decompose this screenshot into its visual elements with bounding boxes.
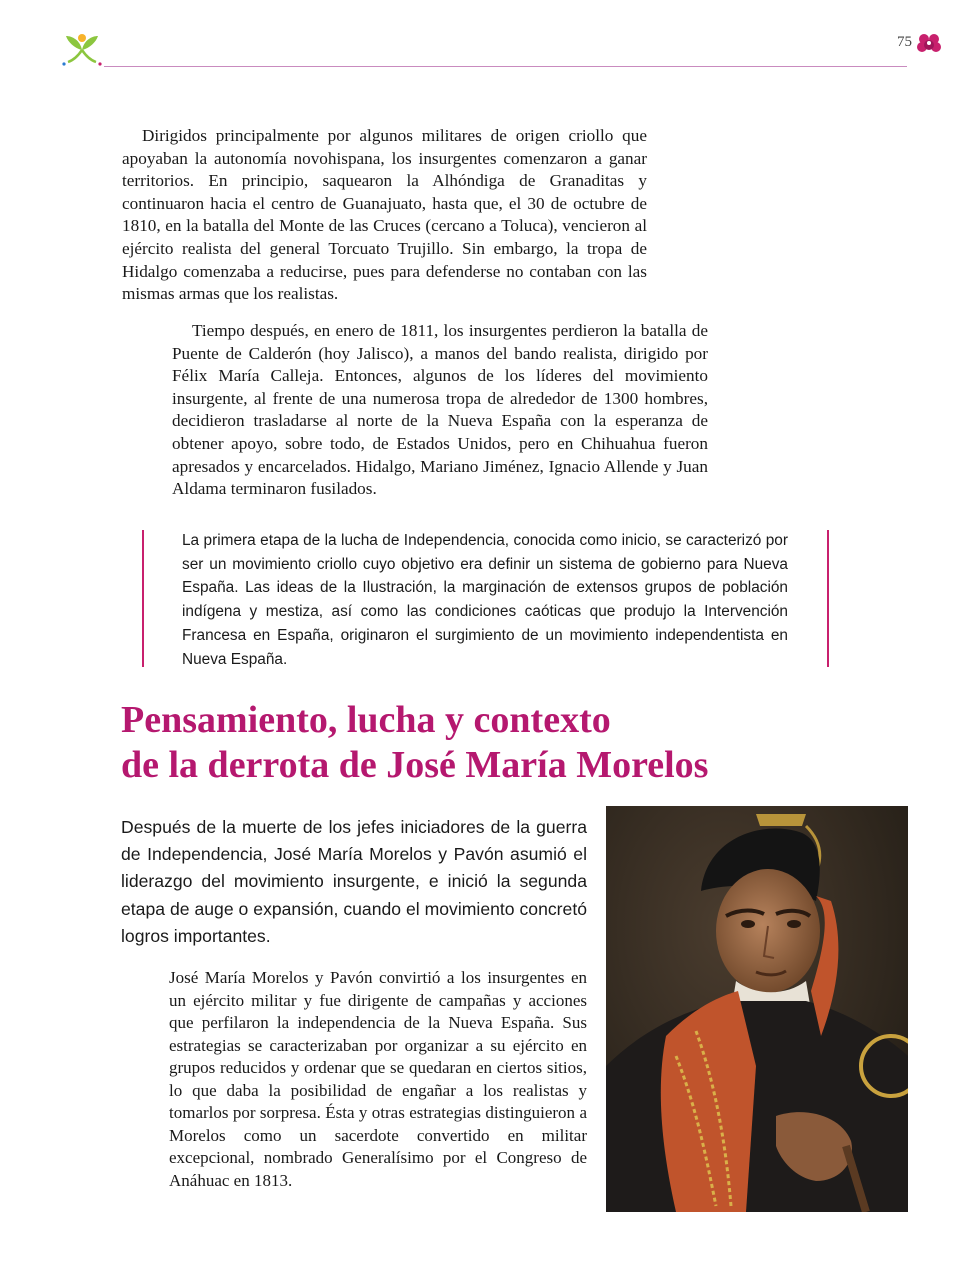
section-title-line-2: de la derrota de José María Morelos [121,744,709,786]
body-paragraph-1: Dirigidos principalmente por algunos militares de origen criollo que apoyaban la autonomía novohispana, los insurgentes comenzaron a ganar territorios. En principio, saquearon la Alhóndiga de Granaditas y continuaron hacia el centro de Guanajuato, hasta que, el 30 de octubre de 1810, en la batalla del Monte de las Cruces (cercano a Toluca), vencieron al ejército realista del general Torcuato Trujillo. Sin embargo, la tropa de Hidalgo comenzaba a reducirse, pues para defenderse no contaban con las mismas armas que los realistas. [122,126,647,304]
body-paragraph-2: Tiempo después, en enero de 1811, los insurgentes perdieron la batalla de Puente de Calderón (hoy Jalisco), a manos del bando realista, dirigido por Félix María Calleja. Entonces, algunos de los líderes del movimiento insurgente, al frente de una numerosa tropa de alrededor de 1300 hombres, decidieron trasladarse al norte de la Nueva España con la esperanza de obtener apoyo, sobre todo, de Estados Unidos, pero en Chihuahua fueron apresados y encarcelados. Hidalgo, Mariano Jiménez, Ignacio Allende y Juan Aldama terminaron fusilados. [172,321,708,499]
section-title [121,698,821,788]
header-rule [104,66,907,67]
callout-bar-right [827,530,829,667]
book-logo-icon [60,30,104,70]
body-paragraph-3: José María Morelos y Pavón convirtió a los insurgentes en un ejército militar y fue dirigente de campañas y acciones que perfilaron la independencia de la Nueva España. Sus estrategias se caracterizaban por organizar a su ejército en grupos reducidos y ordenar que se quedaran en ciertos sitios, lo que daba la posibilidad de engañar a los realistas y tomarlos por sorpresa. Ésta y otras estrategias distinguieron a Morelos como un sacerdote convertido en militar excepcional, nombrado Generalísimo por el Congreso de Anáhuac en 1813. [169,968,587,1190]
intro-paragraph: Después de la muerte de los jefes iniciadores de la guerra de Independencia, José María Morelos y Pavón asumió el liderazgo del movimiento insurgente, e inició la segunda etapa de auge o expansión, cuando el movimiento concretó logros importantes. [121,817,587,946]
callout-bar-left [142,530,144,667]
section-title-line-1: Pensamiento, lucha y contexto [121,699,611,741]
callout-text: La primera etapa de la lucha de Independencia, conocida como inicio, se caracterizó por ser un movimiento criollo cuyo objetivo era definir un sistema de gobierno para Nueva España. Las ideas de la Ilustración, la marginación de extensos grupos de población indígena y mestiza, así como las condiciones caóticas que produjo la Intervención Francesa en España, originaron el surgimiento de un movimiento independentista en Nueva España. [182,532,788,668]
page-number: 75 [897,34,912,50]
morelos-portrait-image [606,806,908,1212]
flower-ornament-icon [916,32,942,54]
